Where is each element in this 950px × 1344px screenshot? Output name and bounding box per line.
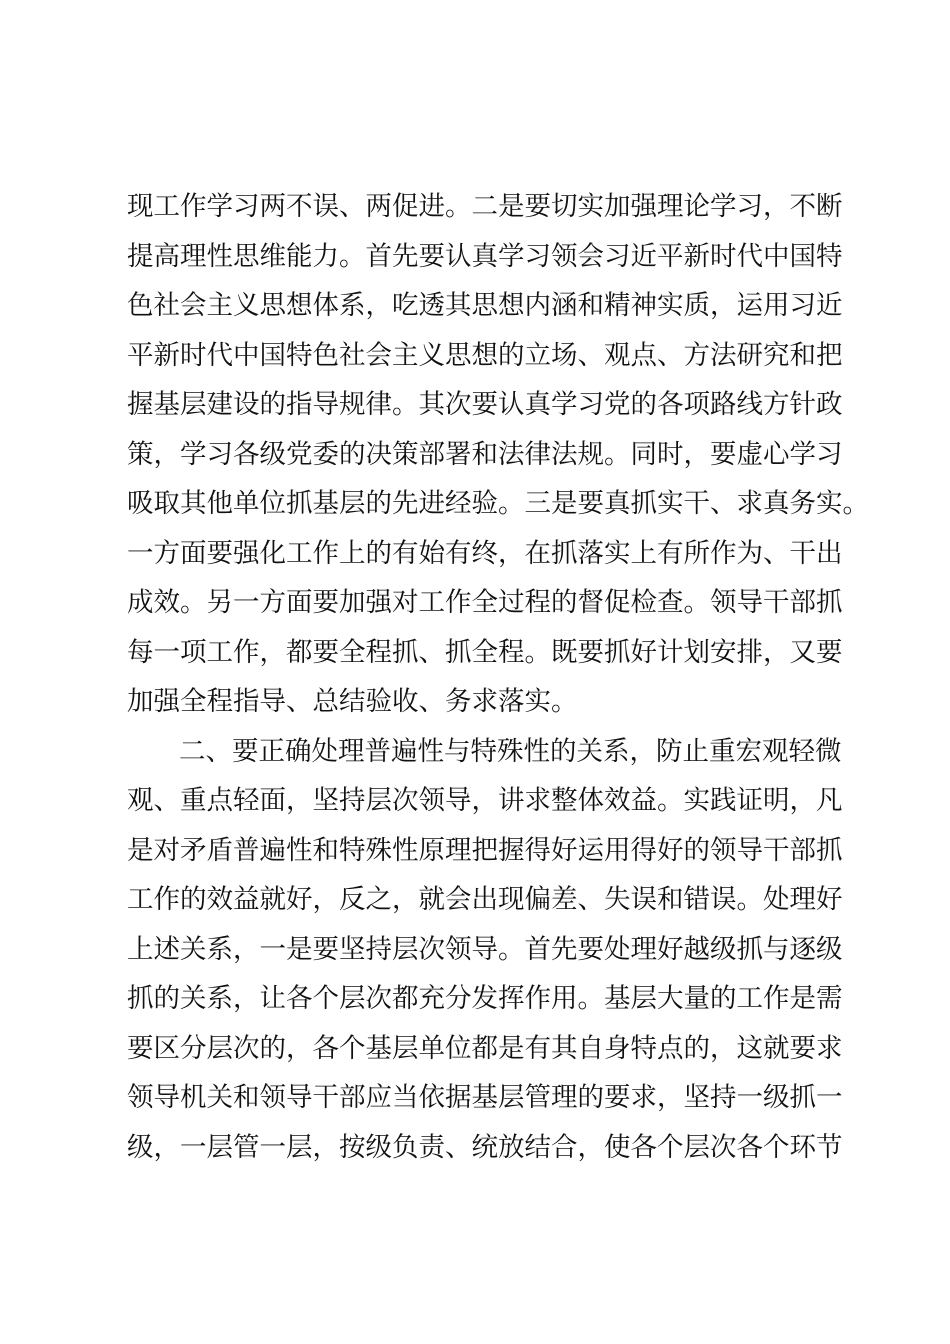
text-line: 工作的效益就好，反之，就会出现偏差、失误和错误。处理好 <box>127 884 843 915</box>
text-line: 平新时代中国特色社会主义思想的立场、观点、方法研究和把 <box>127 340 843 371</box>
text-line: 成效。另一方面要加强对工作全过程的督促检查。领导干部抓 <box>127 587 843 618</box>
text-line: 抓的关系，让各个层次都充分发挥作用。基层大量的工作是需 <box>127 983 843 1014</box>
paragraph-start-line: 二、要正确处理普遍性与特殊性的关系，防止重宏观轻微 <box>179 736 842 767</box>
text-line: 现工作学习两不误、两促进。二是要切实加强理论学习，不断 <box>127 191 843 222</box>
text-line: 要区分层次的，各个基层单位都是有其自身特点的，这就要求 <box>127 1033 843 1064</box>
text-line: 吸取其他单位抓基层的先进经验。三是要真抓实干、求真务实。 <box>127 488 869 519</box>
text-line: 握基层建设的指导规律。其次要认真学习党的各项路线方针政 <box>127 389 843 420</box>
text-line: 上述关系，一是要坚持层次领导。首先要处理好越级抓与逐级 <box>127 934 843 965</box>
text-line: 是对矛盾普遍性和特殊性原理把握得好运用得好的领导干部抓 <box>127 835 843 866</box>
text-line: 一方面要强化工作上的有始有终，在抓落实上有所作为、干出 <box>127 538 843 569</box>
text-line: 策，学习各级党委的决策部署和法律法规。同时，要虚心学习 <box>127 439 843 470</box>
text-line: 观、重点轻面，坚持层次领导，讲求整体效益。实践证明，凡 <box>127 785 843 816</box>
text-line: 加强全程指导、总结验收、务求落实。 <box>127 686 578 717</box>
text-line: 每一项工作，都要全程抓、抓全程。既要抓好计划安排，又要 <box>127 637 843 668</box>
text-line: 提高理性思维能力。首先要认真学习领会习近平新时代中国特 <box>127 241 843 272</box>
text-line: 色社会主义思想体系，吃透其思想内涵和精神实质，运用习近 <box>127 290 843 321</box>
text-line: 级，一层管一层，按级负责、统放结合，使各个层次各个环节 <box>127 1132 843 1163</box>
text-line: 领导机关和领导干部应当依据基层管理的要求，坚持一级抓一 <box>127 1082 843 1113</box>
